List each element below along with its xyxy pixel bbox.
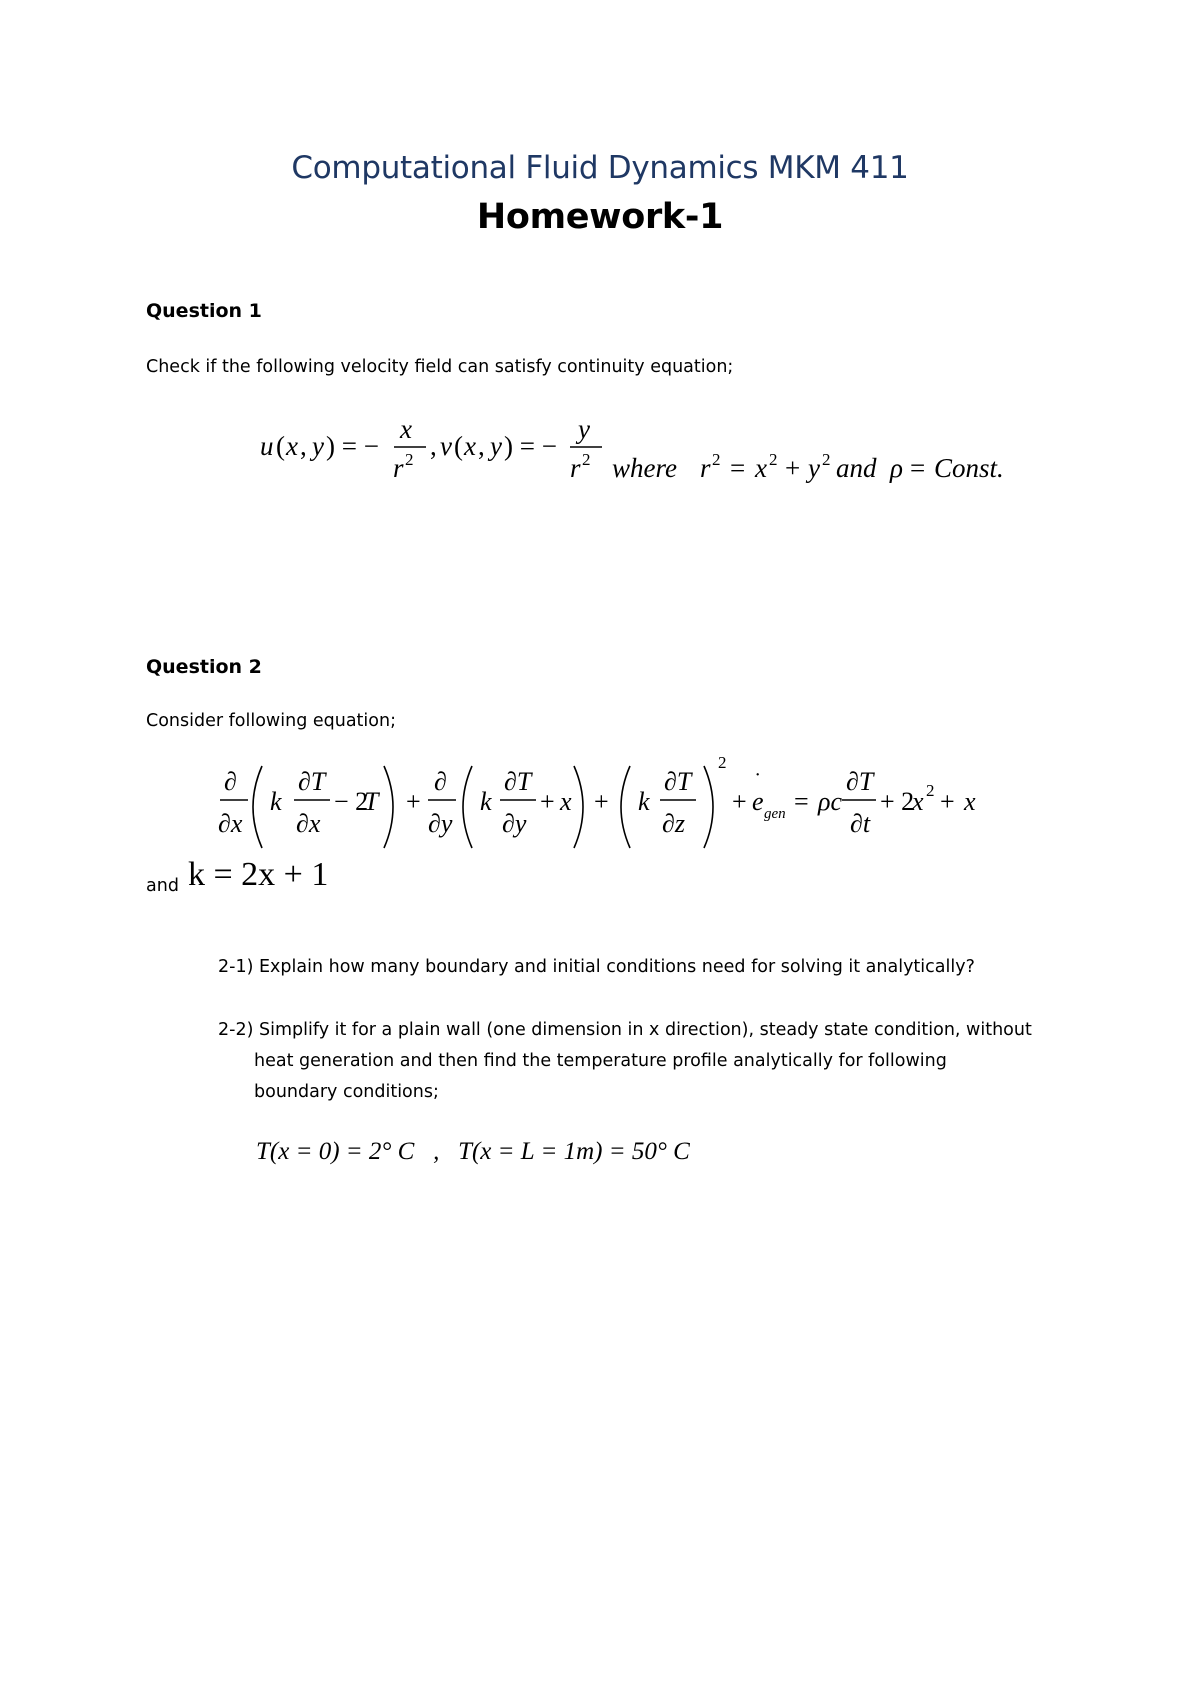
svg-text:∂: ∂ (224, 767, 237, 796)
svg-text:gen: gen (764, 806, 786, 822)
svg-text:x: x (464, 431, 476, 461)
svg-text:∂T: ∂T (504, 767, 532, 796)
question2-equation (212, 752, 992, 862)
question1-equation (250, 405, 1150, 485)
svg-text:y: y (312, 431, 324, 461)
svg-text:+ 2: + 2 (880, 787, 915, 816)
svg-text:(: ( (276, 431, 285, 461)
item-2-2-number: 2-2) (218, 1020, 254, 1040)
svg-text:+: + (406, 787, 421, 816)
question1-prompt: Check if the following velocity field can satisfy continuity equation; (146, 357, 734, 377)
svg-text:r: r (570, 453, 581, 483)
svg-text:Const.: Const. (934, 453, 1004, 483)
svg-text:k: k (270, 787, 282, 816)
and-label: and (146, 876, 179, 896)
svg-text:2: 2 (769, 450, 778, 469)
svg-text:r: r (393, 453, 404, 483)
question2-prompt: Consider following equation; (146, 711, 396, 731)
svg-text:and: and (836, 453, 877, 483)
svg-text:∂y: ∂y (502, 809, 527, 838)
homework-title: Homework-1 (476, 197, 724, 237)
svg-text:+: + (594, 787, 609, 816)
svg-text:y: y (578, 414, 590, 444)
svg-text:x: x (912, 787, 924, 816)
k-expression: k = 2x + 1 (188, 856, 329, 893)
svg-text:+: + (940, 787, 955, 816)
svg-text:x: x (400, 414, 412, 444)
svg-text:+: + (732, 787, 747, 816)
svg-text:x: x (560, 787, 572, 816)
course-title: Computational Fluid Dynamics MKM 411 (291, 150, 909, 186)
svg-text:∂z: ∂z (662, 809, 685, 838)
svg-text:∂y: ∂y (428, 809, 453, 838)
question1-heading: Question 1 (146, 300, 262, 322)
svg-text:r: r (700, 453, 711, 483)
item-2-2-text-line3: boundary conditions; (254, 1082, 439, 1102)
svg-text:2: 2 (405, 450, 414, 469)
boundary-conditions: T(x = 0) = 2° C , T(x = L = 1m) = 50° C (256, 1138, 690, 1165)
question2-heading: Question 2 (146, 656, 262, 678)
svg-text:∂x: ∂x (296, 809, 321, 838)
svg-text:ρc: ρc (818, 787, 843, 816)
svg-text:v: v (440, 431, 452, 461)
svg-text:e: e (752, 787, 764, 816)
item-2-2-text-line2: heat generation and then find the temperature profile analytically for following (254, 1051, 947, 1071)
svg-text:2: 2 (718, 753, 727, 772)
svg-text:∂: ∂ (434, 767, 447, 796)
svg-text:,: , (430, 431, 437, 461)
svg-text:y: y (490, 431, 502, 461)
svg-text:ρ: ρ (890, 453, 903, 483)
svg-text:) = −: ) = − (326, 431, 379, 461)
svg-text:∂t: ∂t (850, 809, 871, 838)
svg-text:∂T: ∂T (664, 767, 692, 796)
svg-text:,: , (478, 431, 485, 461)
svg-text:2: 2 (926, 781, 935, 800)
svg-text:x: x (286, 431, 298, 461)
svg-text:) = −: ) = − (504, 431, 557, 461)
svg-text:T: T (364, 787, 379, 816)
svg-text:+: + (785, 453, 801, 483)
svg-text:∂T: ∂T (846, 767, 874, 796)
svg-text:=: = (910, 453, 926, 483)
item-2-1-number: 2-1) (218, 957, 254, 977)
svg-text:˙: ˙ (754, 768, 762, 793)
svg-text:y: y (808, 453, 820, 483)
svg-text:x: x (755, 453, 767, 483)
svg-text:=: = (730, 453, 746, 483)
svg-text:(: ( (454, 431, 463, 461)
svg-text:=: = (794, 787, 809, 816)
item-2-1 (218, 952, 1078, 983)
svg-text:∂T: ∂T (298, 767, 326, 796)
svg-text:,: , (300, 431, 307, 461)
svg-text:where: where (612, 453, 677, 483)
svg-text:k: k (480, 787, 492, 816)
svg-text:x: x (964, 787, 976, 816)
svg-text:∂x: ∂x (218, 809, 243, 838)
svg-text:2: 2 (582, 450, 591, 469)
svg-text:2: 2 (712, 450, 721, 469)
item-2-2-text-line1: Simplify it for a plain wall (one dimension in x direction), steady state condition, without (259, 1020, 1032, 1040)
svg-text:u: u (260, 431, 274, 461)
svg-text:2: 2 (822, 450, 831, 469)
svg-text:− 2: − 2 (334, 787, 369, 816)
svg-text:+: + (540, 787, 555, 816)
svg-text:k: k (638, 787, 650, 816)
item-2-2 (218, 1015, 1078, 1108)
item-2-1-text: Explain how many boundary and initial conditions need for solving it analytically? (259, 957, 975, 977)
